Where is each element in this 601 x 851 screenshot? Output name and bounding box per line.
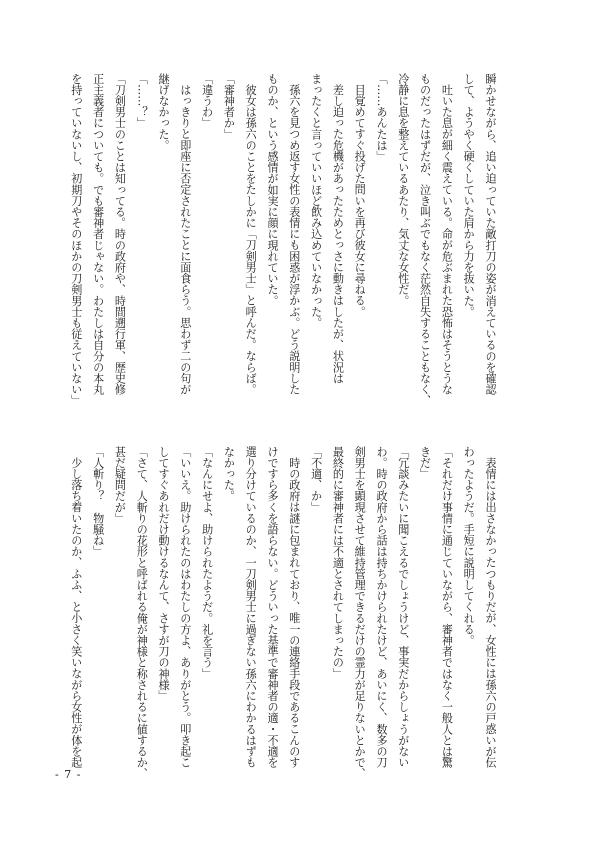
top-text-tier <box>65 73 501 408</box>
dialogue-line: してすぐあれだけ動けるなんて、さすが刀の神様」 <box>157 446 171 702</box>
dialogue-line: 「刀剣男士のことは知ってる。時の政府や、時間遡行軍、歴史修 <box>113 73 127 395</box>
bottom-text-tier <box>65 446 501 781</box>
dialogue-line: 甚だ疑問だが」 <box>113 446 127 524</box>
text-line: 時の政府は謎に包まれており、唯一の連絡手段であるこんのす <box>287 457 301 768</box>
dialogue-line: 「それだけ事情に通じていながら、審神者ではなく一般人とは驚 <box>440 446 454 768</box>
text-line: 選り分けているのか、一刀剣男士に過ぎない孫六にわかるはずも <box>244 446 258 768</box>
dialogue-line: 最終的に審神者には不適とされてしまったの」 <box>331 446 345 680</box>
text-line: なかった。 <box>222 446 236 502</box>
dialogue-line: 「さて、人斬りの花形と呼ばれる俺が神様と称されるに値するか、 <box>135 446 149 779</box>
text-line: して、ようやく硬くしていた肩から力を抜いた。 <box>462 73 476 318</box>
dialogue-line: 「冗談みたいに聞こえるでしょうけど、事実だからしょうがない <box>396 446 410 768</box>
dialogue-line: を持っていないし、初期刀やそのほかの刀剣男士も従えていない」 <box>69 73 83 406</box>
dialogue-line: きだ」 <box>418 446 432 480</box>
text-line: 表情には出さなかったつもりだが、女性には孫六の戸惑いが伝 <box>484 457 497 768</box>
dialogue-line: 剣男士を顕現させて維持管理できるだけの霊力が足りないとかで、 <box>353 446 367 779</box>
text-line: ものか、という感情が如実に顔に現れていた。 <box>266 73 280 307</box>
dialogue-line: 「……あんたは」 <box>375 73 389 162</box>
page-number: - 7 - <box>55 768 82 781</box>
dialogue-line: 「なんにせよ、助けられたようだ。礼を言う」 <box>200 446 214 680</box>
text-line: 吐いた息が細く震えている。命が危ぶまれた恐怖はそうとうな <box>440 84 454 395</box>
dialogue-line: 正主義者についても。でも審神者じゃない。わたしは自分の本丸 <box>91 73 105 395</box>
text-line: 目覚めてすぐ投げた問いを再び彼女に尋ねる。 <box>353 84 367 318</box>
dialogue-line: 「いいえ。助けられたのはわたしの方よ、ありがとう。叩き起こ <box>178 446 192 768</box>
dialogue-line: 「人斬り？ 物騒ね」 <box>91 446 105 557</box>
dialogue-line: わ。時の政府から話は持ちかけられたけど、あいにく、数多の刀 <box>375 446 389 768</box>
text-line: はっきりと即座に否定されたことに面食らう。思わず二の句が <box>178 84 192 395</box>
text-line: ものだったはずだが、泣き叫ぶでもなく茫然自失することもなく、 <box>418 73 432 406</box>
text-line: 差し迫った危機があったためとっさに動きはしたが、状況は <box>331 84 345 384</box>
text-line: 少し落ち着いたのか、ふふ、と小さく笑いながら女性が体を起 <box>69 457 83 768</box>
text-line: 継げなかった。 <box>157 73 171 151</box>
text-line: 瞬かせながら、追い迫っていた敵打刀の姿が消えているのを確認 <box>484 73 497 395</box>
dialogue-line: 「審神者か」 <box>222 73 236 140</box>
dialogue-line: 「……？」 <box>135 73 149 129</box>
dialogue-line: 「違うわ」 <box>200 73 214 129</box>
text-line: わったようだ。手短に説明してくれる。 <box>462 446 476 646</box>
text-line: まったくと言っていいほど飲み込めていなかった。 <box>309 73 323 329</box>
text-line: けですら多くを語らない。どういった基準で審神者の適・不適を <box>266 446 280 768</box>
text-line: 孫六を見つめ返す女性の表情にも困惑が浮かぶ。どう説明した <box>287 84 301 395</box>
text-line: 彼女は孫六のことをたしかに「刀剣男士」と呼んだ。ならば。 <box>244 84 258 395</box>
text-line: 冷静に息を整えているあたり、気丈な女性だ。 <box>396 73 410 307</box>
dialogue-line: 「不適、か」 <box>309 446 323 513</box>
